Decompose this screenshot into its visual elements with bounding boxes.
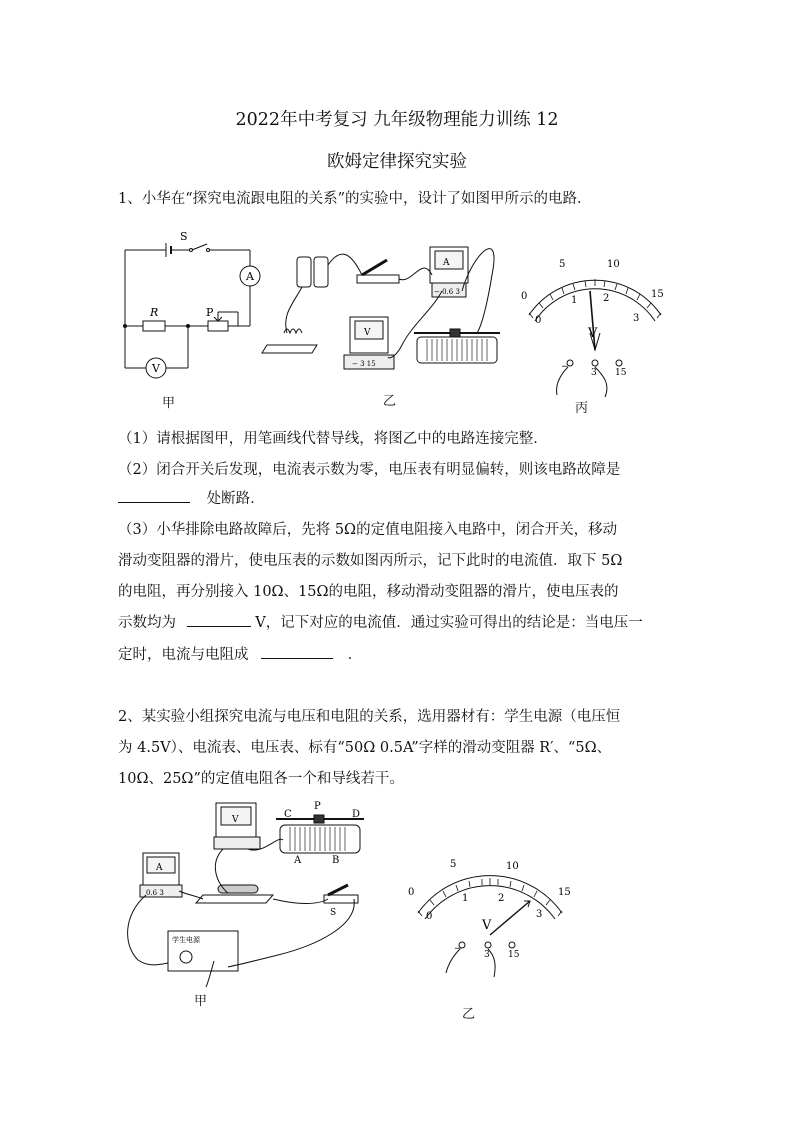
q2-switch-device	[324, 895, 358, 903]
bing-terminal-15: 15	[615, 368, 627, 378]
resistor-board	[262, 345, 317, 353]
q2-ammeter-unit: A	[156, 863, 163, 873]
q1-part3-line4	[118, 611, 643, 632]
q2-tick-5: 5	[450, 859, 457, 870]
q2-figure-yi-meter	[400, 855, 580, 985]
q2-tick-1: 1	[462, 893, 469, 904]
q2-ammeter-terminals: 0.6 3	[146, 889, 164, 897]
q2-resistor-board	[196, 895, 273, 903]
q1-part3-line5-tail: ．	[347, 647, 363, 663]
q2-tick-2: 2	[498, 893, 505, 904]
q2-terminal-15: 15	[508, 950, 520, 960]
bing-tick-zero: 0	[521, 291, 528, 302]
q1-part3-line5-head: 定时，电流与电阻成	[118, 647, 249, 663]
bing-tick-3: 3	[633, 313, 640, 324]
q2-line3: 10Ω、25Ω”的定值电阻各一个和导线若干。	[118, 771, 404, 787]
answer-blank-fault[interactable]	[118, 488, 190, 503]
q2-label-A: A	[294, 855, 302, 866]
q1-figure-yi-apparatus	[262, 215, 512, 385]
q2-label-C: C	[284, 809, 292, 820]
bing-terminal-3: 3	[591, 368, 597, 378]
q1-part3-line3: 的电阻，再分别接入 10Ω、15Ω的电阻，移动滑动变阻器的滑片，使电压表的	[118, 584, 619, 600]
q2-meter-needle	[490, 901, 530, 935]
q1-caption-jia: 甲	[162, 396, 176, 411]
q2-caption-jia: 甲	[194, 994, 208, 1009]
q1-yi-ammeter-unit: A	[443, 258, 450, 268]
battery-cell	[297, 257, 311, 287]
answer-blank-voltage[interactable]	[187, 612, 251, 627]
q1-part3-line2: 滑动变阻器的滑片，使电压表的示数如图丙所示，记下此时的电流值．取下 5Ω	[118, 553, 623, 569]
q2-line2: 为 4.5V）、电流表、电压表、标有“50Ω 0.5A”字样的滑动变阻器 R′、“5Ω、	[118, 740, 612, 756]
q1-figure-jia-circuit	[118, 228, 254, 388]
resistor-R-symbol	[143, 321, 165, 331]
bing-tick-10: 10	[607, 259, 620, 270]
q1-intro: 1、小华在“探究电流跟电阻的关系”的实验中，设计了如图甲所示的电路．	[118, 191, 592, 207]
q1-part3-line4-head: 示数均为	[118, 615, 176, 631]
bing-tick-1: 1	[571, 295, 578, 306]
label-S: S	[180, 230, 188, 243]
q2-tick-3: 3	[536, 909, 543, 920]
q2-tick-zero: 0	[408, 887, 415, 898]
q2-tick-15: 15	[558, 887, 571, 898]
label-V: V	[152, 362, 160, 375]
q1-figure-bing-meter	[515, 255, 675, 400]
q2-label-S: S	[330, 908, 337, 918]
label-R: R	[150, 306, 159, 319]
q1-part2-line2	[118, 487, 265, 508]
q2-power-label: 学生电源	[172, 936, 200, 944]
q1-caption-bing: 丙	[575, 401, 589, 416]
q2-label-P: P	[314, 801, 321, 812]
q2-meter-unit: V	[482, 918, 492, 933]
label-A: A	[246, 270, 254, 283]
q1-part1: （1）请根据图甲，用笔画线代替导线，将图乙中的电路连接完整．	[118, 431, 548, 447]
q2-voltmeter-unit: V	[232, 815, 239, 825]
answer-blank-relation[interactable]	[261, 644, 333, 659]
bing-tick-15: 15	[651, 289, 664, 300]
page-subtitle: 欧姆定律探究实验	[327, 152, 467, 172]
q2-caption-yi: 乙	[462, 1007, 476, 1022]
q1-part3-line1: （3）小华排除电路故障后，先将 5Ω的定值电阻接入电路中，闭合开关，移动	[118, 522, 618, 538]
q1-caption-yi: 乙	[383, 394, 397, 409]
q2-terminal-3: 3	[484, 950, 490, 960]
label-P: P	[206, 306, 214, 319]
switch-base	[357, 275, 399, 283]
q2-tick-0: 0	[426, 911, 433, 922]
q2-figure-jia-apparatus	[118, 795, 378, 990]
q1-yi-voltmeter-unit: V	[364, 328, 371, 338]
q2-terminal-neg: −	[454, 944, 462, 954]
battery-cell	[314, 257, 328, 287]
q1-yi-voltmeter-terminals: − 3 15	[352, 360, 376, 368]
rheostat-symbol	[208, 321, 228, 331]
q2-tick-10: 10	[506, 861, 519, 872]
bing-tick-2: 2	[603, 293, 610, 304]
q1-yi-ammeter-terminals: − 0.6 3	[434, 288, 460, 296]
q1-part2-tail: 处断路．	[206, 491, 265, 507]
page-title: 2022年中考复习 九年级物理能力训练 12	[235, 110, 559, 130]
q1-part3-line4-tail: V，记下对应的电流值．通过实验可得出的结论是：当电压一	[255, 615, 643, 631]
q2-label-D: D	[352, 809, 361, 820]
q1-part2-line1: （2）闭合开关后发现，电流表示数为零，电压表有明显偏转，则该电路故障是	[118, 462, 621, 478]
q2-label-B: B	[332, 855, 340, 866]
bing-unit: V	[588, 326, 598, 341]
q1-part3-line5	[118, 643, 362, 664]
bing-tick-0: 0	[535, 315, 542, 326]
q2-line1: 2、某实验小组探究电流与电压和电阻的关系，选用器材有：学生电源（电压恒	[118, 709, 621, 725]
bing-tick-5: 5	[559, 259, 566, 270]
bing-terminal-neg: −	[561, 362, 569, 372]
